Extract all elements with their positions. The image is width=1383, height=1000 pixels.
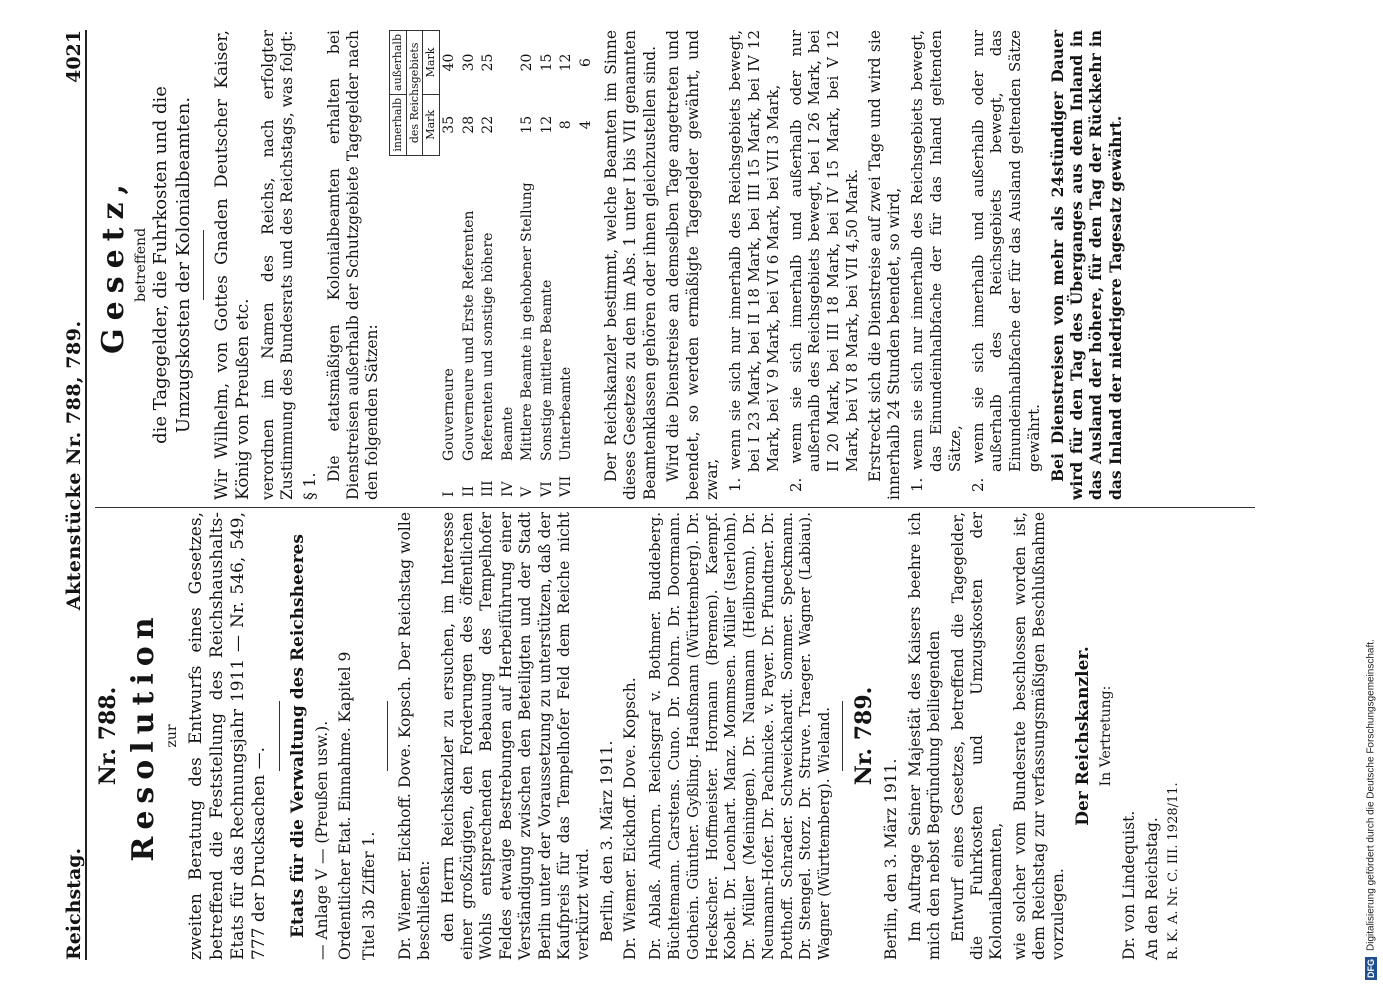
reichsgebiet-header: des Reichsgebiets (406, 31, 423, 156)
signature-title: Der Reichskanzler. (1072, 646, 1093, 826)
unit-outer: Mark (423, 31, 440, 95)
anlage-line: — Anlage V — (Preußen usw.). (312, 720, 331, 960)
signers-list: Dr. Ablaß. Ahlhorn. Reichsgraf v. Bothmer. Buddeberg. Büchtemann. Carstens. Cuno. Dr. Dohrn. Dr. Doormann. Gothein. Günther. Gyßling. Haußmann (Württemberg). Dr. Heckscher. Hoffmeister. Hormann (Bremen). Kaempf. Kobelt. Dr. Leonhart. Manz. Mommsen. Müller (Iserlohn). Dr. Müller (Meiningen). Dr. Naumann (Heilbronn). Dr. Neumann-Hofer. Dr. Pachnicke. v. Payer. Dr. Pfundtner. Dr. Potthoff. Schrader. Schweickhardt. Sommer. Speckmann. Dr. Stengel. Storz. Dr. Struve. Traeger. Wagner (Labiau). Wagner (Württemberg). Wieland. (646, 512, 834, 960)
doc-number-789: Nr. 789. (850, 686, 877, 786)
table-row: VII Unterbeamte 8 12 (558, 53, 574, 497)
ordentlicher-line: Ordentlicher Etat. Einnahme. Kapitel 9 (336, 651, 355, 960)
date-788: Berlin, den 3. März 1911. (597, 740, 616, 942)
auftrag-text: Im Auftrage Seiner Majestät des Kaisers beehre ich mich den nebst Begründung beiliegenden (905, 512, 944, 960)
left-column (95, 512, 1183, 960)
list-item: 1. wenn sie sich nur innerhalb des Reichsgebiets bewegt, bei I 23 Mark, bei II 18 Mark, bei III 15 Mark, bei IV 12 Mark, bei V 9 Mark, bei VI 6 Mark, bei VII 3 Mark, (726, 30, 782, 492)
date-789: Berlin, den 3. März 1911. (882, 758, 901, 960)
signature-name: Dr. von Lindequist. (1119, 810, 1138, 960)
wir-wilhelm: Wir Wilhelm, von Gottes Gnaden Deutscher Kaiser, König von Preußen etc. (212, 30, 254, 500)
gesetz-subject: die Tagegelder, die Fuhrkosten und die Umzugskosten der Kolonialbeamten. (150, 86, 194, 444)
divider (842, 701, 843, 771)
doc-number-788: Nr. 788. (95, 686, 121, 786)
table-row: III Referenten und sonstige höhere 22 25 (480, 53, 496, 497)
divider (203, 230, 204, 300)
dienstreise-text: Wird die Dienstreise an demselben Tage angetreten und beendet, so werden ermäßigte Tagegelder gewährt, und zwar, (664, 30, 721, 500)
list-item: 2. wenn sie sich innerhalb und außerhalb oder nur außerhalb des Reichsgebiets bewegt, das Einundeinhalbfache der für das Ausland geltenden Sätze gewährt. (968, 30, 1043, 492)
table-row: VI Sonstige mittlere Beamte 12 15 (538, 53, 555, 497)
table-row: I Gouverneure 35 40 (441, 53, 457, 497)
resolution-intro: zweiten Beratung des Entwurfs eines Gesetzes, betreffend die Feststellung des Reichshaushalts-Etats für das Rechnungsjahr 1911 — Nr. 546, 549, 777 der Drucksachen —. (185, 512, 270, 960)
rates-table (389, 30, 596, 500)
right-column (95, 30, 1129, 500)
erstreckt-text: Erstreckt sich die Dienstreise auf zwei Tage und wird sie innerhalb 24 Stunden beendet, so wird, (865, 30, 903, 500)
list-item: 2. wenn sie sich innerhalb und außerhalb oder nur außerhalb des Reichsgebiets bewegt, bei I 26 Mark, bei II 20 Mark, bei III 18 Mark, bei IV 15 Mark, bei V 12 Mark, bei VI 8 Mark, bei VII 4,50 Mark. (786, 30, 861, 492)
column-divider (95, 507, 1255, 508)
credit-text: Digitalisierung gefördert durch die Deutsche Forschungsgemeinschaft. (1365, 639, 1377, 951)
unit-inner: Mark (423, 94, 440, 155)
paragraph-1: § 1. (301, 472, 320, 500)
dfg-logo: DFG (1366, 959, 1376, 978)
betreffend-label: betreffend (132, 227, 149, 303)
table-row: V Mittlere Beamte in gehobener Stellung 15 20 (519, 53, 535, 497)
header-title: Aktenstücke Nr. 788, 789. (63, 320, 85, 611)
etat-heading: Etats für die Verwaltung des Reichsheeres (287, 534, 308, 938)
zur-label: zur (164, 724, 180, 748)
table-row: II Gouverneure und Erste Referenten 28 30 (460, 53, 477, 497)
resolution-title: Resolution (125, 610, 161, 862)
signers-main: Dr. Wiemer. Eickhoff. Dove. Kopsch. (621, 677, 639, 960)
digitization-credit (1363, 20, 1379, 980)
table-row: 4 6 (577, 58, 594, 130)
page-number: 4021 (63, 30, 85, 83)
gesetz-title: Gesetz, (96, 175, 131, 355)
page-header (55, 30, 87, 960)
header-left: Reichstag. (63, 847, 85, 960)
col-inner-header: innerhalb (389, 94, 406, 155)
bei-dienstreisen-text: Bei Dienstreisen von mehr als 24stündiger Dauer wird für den Tag des Überganges aus dem Inland in das Ausland der höhere, für den Tag der Rückkehr in das Inland der niedrigere Tagesatz gewährt. (1047, 30, 1125, 500)
vertretung-label: In Vertretung: (1098, 685, 1114, 787)
reichskanzler-text: Der Reichskanzler bestimmt, welche Beamten im Sinne dieses Gesetzes zu den im Abs. 1 unter I bis VII genannten Beamtenklassen gehören oder ihnen gleichzustellen sind. (602, 30, 659, 500)
list-item: 1. wenn sie sich nur innerhalb des Reichsgebiets bewegt, das Einundeinhalbfache der für das Inland geltenden Sätze, (908, 30, 964, 492)
antrag-intro: Dr. Wiemer. Eickhoff. Dove. Kopsch. Der Reichstag wolle beschließen: (395, 512, 434, 960)
verordnen-text: verordnen im Namen des Reichs, nach erfolgter Zustimmung des Bundesrats und des Reichstags, was folgt: (258, 30, 296, 500)
divider (387, 701, 388, 771)
antrag-text: den Herrn Reichskanzler zu ersuchen, im Interesse einer großzügigen, den Forderungen des öffentlichen Wohls entsprechenden Bebauung des Tempelhofer Feldes etwaige Bestrebungen auf Herbeiführung einer Verständigung zwischen den Beteiligten und der Stadt Berlin unter der Voraussetzung zu unterstützen, daß der Kaufpreis für das Tempelhofer Feld dem Reiche nicht verkürzt wird. (438, 512, 593, 960)
divider (279, 701, 280, 771)
col-outer-header: außerhalb (389, 31, 406, 95)
beschluss-text: wie solcher vom Bundesrate beschlossen worden ist, dem Reichstag zur verfassungsmäßigen Beschlußnahme vorzulegen. (1010, 512, 1068, 960)
addressee: An den Reichstag. (1142, 817, 1161, 960)
table-row: IV Beamte (499, 406, 516, 497)
paragraph-1-text: Die etatsmäßigen Kolonialbeamten erhalten bei Dienstreisen außerhalb der Schutzgebiete Tagegelder nach den folgenden Sätzen: (324, 30, 382, 500)
entwurf-text: Entwurf eines Gesetzes, betreffend die Tagegelder, die Fuhrkosten und Umzugskosten der Kolonialbeamten, (948, 512, 1006, 960)
titel-line: Titel 3b Ziffer 1. (359, 831, 378, 960)
reference-number: R. K. A. Nr. C. III. 1928/11. (1166, 782, 1182, 960)
